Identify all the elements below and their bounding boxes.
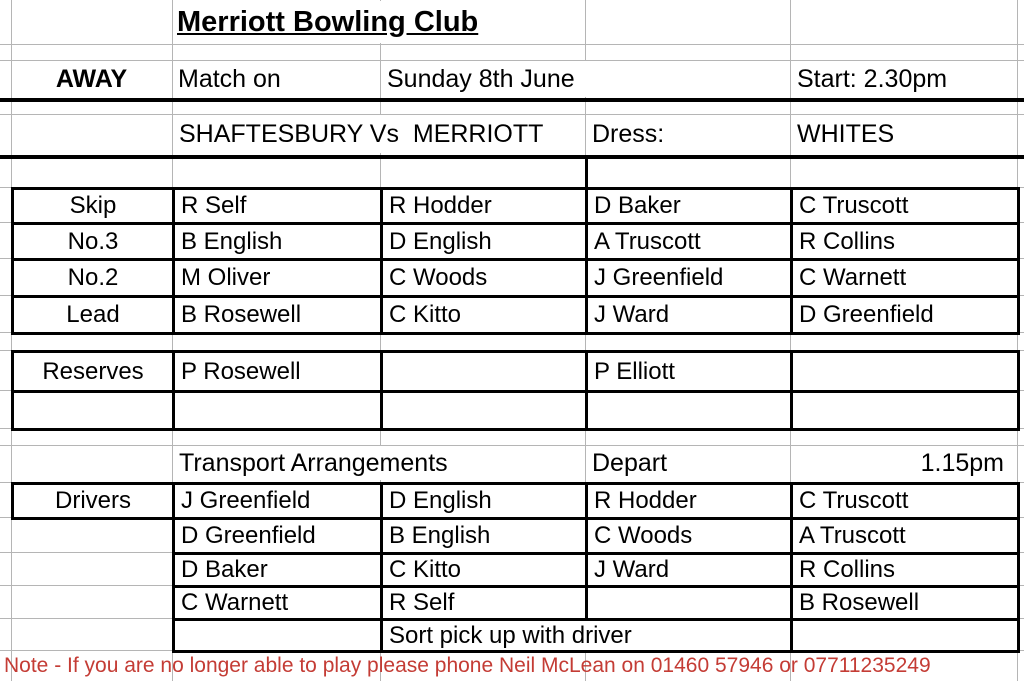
position-label: No.3 [11, 222, 175, 261]
position-label: No.2 [11, 258, 175, 298]
empty-cell [172, 618, 383, 653]
driver-cell: B Rosewell [790, 585, 1020, 621]
driver-cell: D Greenfield [172, 517, 383, 555]
footer-note: Note - If you are no longer able to play please phone Neil McLean on 01460 57946 or 07711235249 [4, 653, 931, 677]
driver-cell: R Collins [790, 552, 1020, 588]
dress-label: Dress: [592, 120, 665, 148]
player-cell: D Greenfield [790, 295, 1020, 335]
player-cell: R Collins [790, 222, 1020, 261]
driver-cell: C Truscott [790, 482, 1020, 520]
divider-blank-row [585, 155, 588, 190]
start-time: Start: 2.30pm [797, 64, 948, 93]
divider-under-fixture-row [0, 155, 1024, 159]
gridline-vertical [11, 0, 12, 681]
pickup-note-cell: Sort pick up with driver [380, 618, 793, 653]
driver-cell: R Hodder [585, 482, 793, 520]
empty-cell [380, 390, 588, 431]
player-cell: J Greenfield [585, 258, 793, 298]
gridline-horizontal [0, 44, 1024, 45]
player-cell: B Rosewell [172, 295, 383, 335]
player-cell: D Baker [585, 187, 793, 225]
match-on-label: Match on [178, 64, 281, 93]
player-cell: A Truscott [585, 222, 793, 261]
player-cell: C Kitto [380, 295, 588, 335]
driver-cell: D Baker [172, 552, 383, 588]
empty-cell [790, 390, 1020, 431]
empty-cell [790, 618, 1020, 653]
position-label: Skip [11, 187, 175, 225]
player-cell: J Ward [585, 295, 793, 335]
dress-code: WHITES [797, 120, 895, 148]
player-cell: M Oliver [172, 258, 383, 298]
empty-cell [585, 390, 793, 431]
driver-cell: C Woods [585, 517, 793, 555]
driver-cell: C Warnett [172, 585, 383, 621]
page-title: Merriott Bowling Club [173, 1, 580, 43]
driver-cell: R Self [380, 585, 588, 621]
reserves-label: Reserves [11, 350, 175, 393]
transport-title: Transport Arrangements [173, 446, 578, 480]
match-date: Sunday 8th June [381, 61, 787, 97]
empty-cell [172, 390, 383, 431]
player-cell: R Self [172, 187, 383, 225]
reserve-cell [790, 350, 1020, 393]
fixture-title: SHAFTESBURY Vs MERRIOTT [173, 115, 583, 153]
player-cell: C Warnett [790, 258, 1020, 298]
empty-cell [11, 390, 175, 431]
position-label: Lead [11, 295, 175, 335]
drivers-label: Drivers [11, 482, 175, 520]
venue-label: AWAY [55, 64, 128, 93]
driver-cell: A Truscott [790, 517, 1020, 555]
driver-cell: C Kitto [380, 552, 588, 588]
driver-cell: J Greenfield [172, 482, 383, 520]
depart-time: 1.15pm [920, 449, 1004, 477]
divider-under-match-row [0, 98, 1024, 102]
reserve-cell: P Rosewell [172, 350, 383, 393]
player-cell: B English [172, 222, 383, 261]
player-cell: D English [380, 222, 588, 261]
driver-cell: J Ward [585, 552, 793, 588]
driver-cell [585, 585, 793, 621]
driver-cell: B English [380, 517, 588, 555]
depart-label: Depart [592, 449, 668, 477]
player-cell: C Truscott [790, 187, 1020, 225]
player-cell: R Hodder [380, 187, 588, 225]
driver-cell: D English [380, 482, 588, 520]
player-cell: C Woods [380, 258, 588, 298]
reserve-cell [380, 350, 588, 393]
reserve-cell: P Elliott [585, 350, 793, 393]
